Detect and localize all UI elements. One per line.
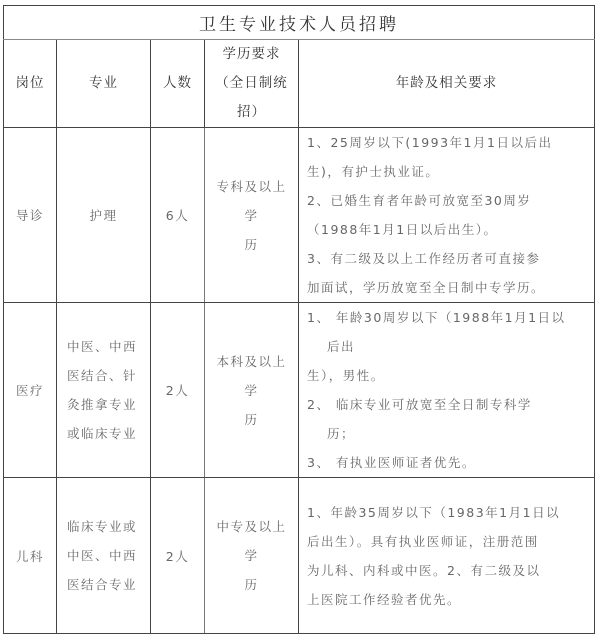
- education-line: 历: [244, 236, 259, 252]
- requirement-line: 后出: [327, 339, 356, 354]
- cell-requirements: [299, 478, 595, 634]
- table-row: [4, 478, 595, 634]
- requirement-line: 后出生）。具有执业医师证，注册范围: [307, 533, 539, 549]
- requirement-line: 2、 临床专业可放宽至全日制专科学: [307, 397, 532, 412]
- requirement-line: 历；: [327, 426, 356, 441]
- major-line: 护理: [89, 208, 118, 223]
- recruitment-table-container: [3, 5, 594, 634]
- header-position: 岗位: [4, 40, 57, 128]
- requirement-line: 2、已婚生育者年龄可放宽至30周岁: [307, 193, 532, 208]
- header-education-line: 学历要求: [222, 46, 281, 62]
- education-line: 历: [244, 411, 259, 427]
- major-line: 灸推拿专业: [67, 397, 138, 412]
- cell-count: 2人: [151, 303, 205, 478]
- requirement-line: 生)，有护士执业证。: [307, 164, 440, 179]
- major-line: 临床专业或: [67, 519, 138, 534]
- requirement-line: 1、25周岁以下(1993年1月1日以后出: [307, 135, 553, 150]
- requirement-line: 1、年龄35周岁以下（1983年1月1日以: [307, 504, 561, 520]
- education-line: 本科及以上学: [216, 353, 287, 398]
- header-education-line: （全日制统: [215, 75, 288, 91]
- major-line: 中医、中西: [67, 548, 138, 563]
- requirement-line: 为儿科、内科或中医。2、有二级及以: [307, 562, 541, 578]
- major-line: 或临床专业: [67, 426, 138, 441]
- cell-requirements: [299, 128, 595, 303]
- table-title: 卫生专业技术人员招聘: [4, 6, 595, 40]
- cell-count: 6人: [151, 128, 205, 303]
- table-row: [4, 303, 595, 478]
- requirement-line: 上医院工作经验者优先。: [307, 591, 462, 607]
- education-line: 中专及以上学: [216, 519, 287, 563]
- cell-major: [57, 128, 151, 303]
- major-line: 医结合专业: [67, 577, 138, 592]
- cell-major: [57, 303, 151, 478]
- header-major: 专业: [57, 40, 151, 128]
- header-row: [4, 40, 595, 128]
- requirement-line: 生），男性。: [307, 368, 385, 383]
- cell-count: 2人: [151, 478, 205, 634]
- cell-education: [205, 303, 299, 478]
- header-education-line: 招）: [237, 104, 266, 120]
- education-line: 历: [244, 577, 259, 592]
- recruitment-table: [3, 5, 595, 634]
- cell-education: [205, 478, 299, 634]
- major-line: 中医、中西: [67, 339, 138, 354]
- requirement-line: 1、 年龄30周岁以下（1988年1月1日以: [307, 310, 566, 325]
- header-count: 人数: [151, 40, 205, 128]
- cell-major: [57, 478, 151, 634]
- cell-education: [205, 128, 299, 303]
- requirement-line: 加面试，学历放宽至全日制中专学历。: [307, 280, 546, 295]
- education-line: 专科及以上学: [216, 178, 287, 223]
- requirement-line: 3、有二级及以上工作经历者可直接参: [307, 251, 541, 266]
- cell-position: 儿科: [4, 478, 57, 634]
- cell-requirements: [299, 303, 595, 478]
- requirement-line: （1988年1月1日以后出生）。: [307, 222, 498, 237]
- requirement-line: 3、 有执业医师证者优先。: [307, 455, 476, 470]
- cell-position: 导诊: [4, 128, 57, 303]
- table-row: [4, 128, 595, 303]
- major-line: 医结合、针: [67, 368, 138, 383]
- cell-position: 医疗: [4, 303, 57, 478]
- header-requirements: 年龄及相关要求: [299, 40, 595, 128]
- header-education: [205, 40, 299, 128]
